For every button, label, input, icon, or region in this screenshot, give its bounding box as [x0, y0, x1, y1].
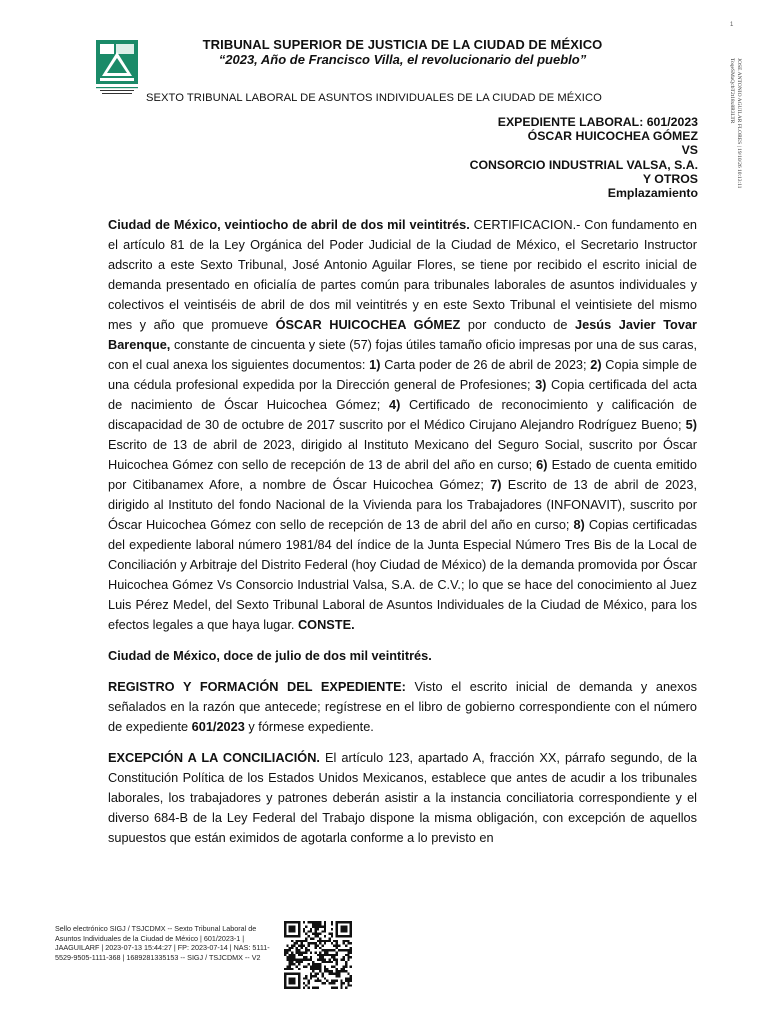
others-label: Y OTROS — [642, 171, 698, 186]
registration-heading: REGISTRO Y FORMACIÓN DEL EXPEDIENTE: — [108, 679, 406, 694]
year-motto: “2023, Año de Francisco Villa, el revolucionario del pueblo” — [218, 52, 587, 67]
case-number-inline: 601/2023 — [191, 719, 245, 734]
conciliation-exception-paragraph: EXCEPCIÓN A LA CONCILIACIÓN. El artículo 123, apartado A, fracción XX, párrafo segundo, de la Constitución Política de los Estados Unidos Mexicanos, establece que antes de acudir a los tribunales laborales, los trabajadores y patrones deberán asistir a la instancia conciliatoria correspondiente y el diverso 684-B de la Ley Federal del Trabajo dispone la misma obligación, con excepción de aquellos supuestos que están eximidos de agotarla conforme a lo previsto en — [108, 750, 697, 845]
conciliation-heading: EXCEPCIÓN A LA CONCILIACIÓN. — [108, 750, 320, 765]
page-number: 1 — [730, 22, 734, 28]
versus-label: VS — [681, 143, 698, 158]
qr-code — [284, 921, 352, 989]
order-date-paragraph: Ciudad de México, doce de julio de dos mil veintitrés. — [108, 648, 432, 663]
case-subject: Emplazamiento — [607, 186, 698, 201]
case-number: EXPEDIENTE LABORAL: 601/2023 — [497, 115, 698, 129]
institution-title: TRIBUNAL SUPERIOR DE JUSTICIA DE LA CIUDAD DE MÉXICO — [202, 37, 603, 52]
document-body — [108, 215, 697, 859]
court-logo — [94, 38, 140, 100]
signature-stamp-line2: ToqeSMaQcbT2t18x8R3LTR — [729, 58, 735, 124]
signature-stamp-line1: JOSE ANTONIO AGUILAR FLORES | 19/10/26 10:13:11 — [736, 58, 742, 189]
certification-paragraph: Ciudad de México, veintiocho de abril de dos mil veintitrés. CERTIFICACION.- Con fundamento en el artículo 81 de la Ley Orgánica del Poder Judicial de la Ciudad de México, el Secretario Instructor adscrito a este Sexto Tribunal, José Antonio Aguilar Flores, se tiene por recibido el escrito inicial de demanda presentado en oficialía de partes común para tribunales laborales de asuntos individuales y colectivos el veintiséis de abril de dos mil veintitrés y en este Sexto Tribunal el veintisiete del mismo mes y año que promueve ÓSCAR HUICOCHEA GÓMEZ por conducto de Jesús Javier Tovar Barenque, constante de cincuenta y siete (57) fojas útiles tamaño oficio impresas por una de sus caras, con el cual anexa los siguientes documentos: 1) Carta poder de 26 de abril de 2023; 2) Copia simple de una cédula profesional expedida por la Dirección general de Profesiones; 3) Copia certificada del acta de nacimiento de Óscar Huicochea Gómez; 4) Certificado de reconocimiento y calificación de discapacidad de 30 de octubre de 2017 suscrito por el Médico Cirujano Alejandro Rodríguez Bueno; 5) Escrito de 13 de abril de 2023, dirigido al Instituto Mexicano del Seguro Social, suscrito por Óscar Huicochea Gómez con sello de recepción de 13 de abril del año en curso; 6) Estado de cuenta emitido por Citibanamex Afore, a nombre de Óscar Huicochea Gómez; 7) Escrito de 13 de abril de 2023, dirigido al Instituto del fondo Nacional de la Vivienda para los Trabajadores (INFONAVIT), suscrito por Óscar Huicochea Gómez con sello de recepción de 13 de abril del año en curso; 8) Copias certificadas del expediente laboral número 1981/84 del índice de la Junta Especial Número Tres Bis de la Local de Conciliación y Arbitraje del Distrito Federal (hoy Ciudad de México) de la demanda promovida por Óscar Huicochea Gómez Vs Consorcio Industrial Valsa, S.A. de C.V.; lo que se hace del conocimiento al Juez Luis Pérez Medel, del Sexto Tribunal Laboral de Asuntos Individuales de la Ciudad de México, para los efectos legales a que haya lugar. CONSTE. — [108, 217, 698, 632]
registration-paragraph: REGISTRO Y FORMACIÓN DEL EXPEDIENTE: Visto el escrito inicial de demanda y anexos señalados en la razón que antecede; regístrese en el libro de gobierno correspondiente con el número de expediente 601/2023 y fórmese expediente. — [108, 679, 697, 734]
electronic-seal-text: Sello electrónico SIGJ / TSJCDMX -- Sexto Tribunal Laboral de Asuntos Individuales de la Ciudad de México | 601/2023-1 | JAAGUILARF | 2023-07-13 15:44:27 | FP: 2023-07-14 | NAS: 5111-5529-9505-1111-368 | 1689281335153 -- SIGJ / TSJCDMX -- V2 — [55, 924, 270, 962]
plaintiff-name: ÓSCAR HUICOCHEA GÓMEZ — [527, 129, 698, 144]
signature-stamp-vertical — [729, 58, 742, 318]
actor-name-bold: ÓSCAR HUICOCHEA GÓMEZ — [275, 317, 461, 332]
conste-label: CONSTE. — [297, 617, 355, 632]
attorney-name-bold: Jesús Javier Tovar Barenque, — [108, 317, 697, 352]
court-name: SEXTO TRIBUNAL LABORAL DE ASUNTOS INDIVIDUALES DE LA CIUDAD DE MÉXICO — [146, 92, 602, 104]
certification-date: Ciudad de México, veintiocho de abril de dos mil veintitrés. — [108, 217, 470, 232]
defendant-name: CONSORCIO INDUSTRIAL VALSA, S.A. — [469, 157, 698, 172]
case-heading — [470, 115, 698, 200]
